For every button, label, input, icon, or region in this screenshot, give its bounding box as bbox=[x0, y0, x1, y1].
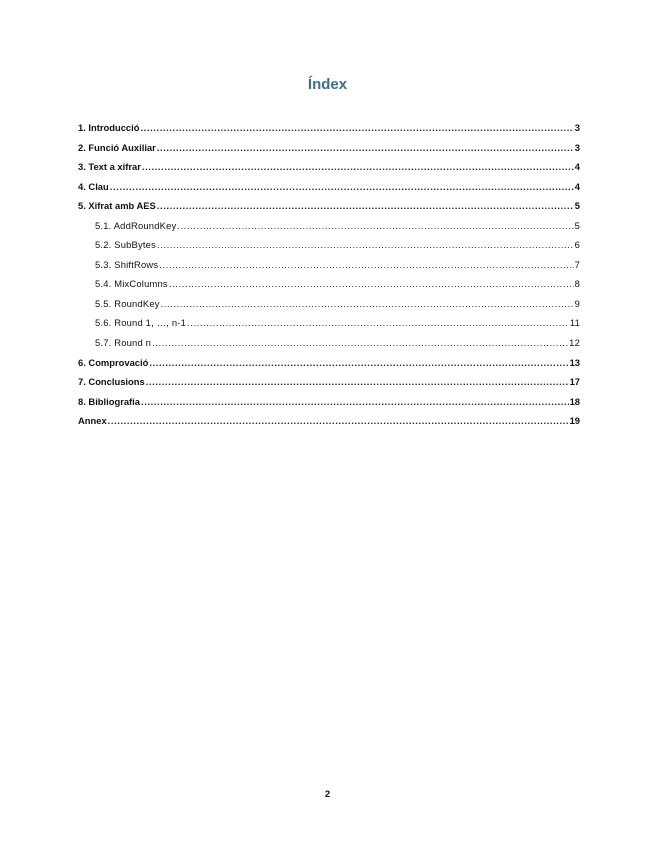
toc-entry[interactable] bbox=[78, 118, 580, 138]
toc-entry-page: 8 bbox=[574, 278, 580, 290]
toc-dot-leader bbox=[108, 411, 569, 431]
toc-dot-leader bbox=[142, 157, 574, 177]
toc-dot-leader bbox=[159, 255, 573, 275]
toc-entry-label: 4. Clau bbox=[78, 180, 109, 192]
toc-subentry[interactable] bbox=[78, 294, 580, 314]
toc-entry-page: 9 bbox=[574, 297, 580, 309]
toc-dot-leader bbox=[157, 235, 574, 255]
toc-entry-label: 5.3. ShiftRows bbox=[95, 258, 159, 270]
toc-entry[interactable] bbox=[78, 177, 580, 197]
toc-dot-leader bbox=[187, 313, 569, 333]
toc-dot-leader bbox=[140, 118, 573, 138]
toc-dot-leader bbox=[169, 274, 574, 294]
toc-entry-label: 3. Text a xifrar bbox=[78, 161, 141, 173]
toc-entry[interactable] bbox=[78, 138, 580, 158]
page-number: 2 bbox=[324, 789, 331, 800]
table-of-contents bbox=[78, 118, 580, 431]
toc-entry-label: 5.6. Round 1, …, n-1 bbox=[95, 317, 187, 329]
toc-dot-leader bbox=[157, 196, 574, 216]
toc-entry[interactable] bbox=[78, 196, 580, 216]
toc-entry-page: 18 bbox=[569, 395, 580, 407]
toc-subentry[interactable] bbox=[78, 235, 580, 255]
toc-entry-label: 5. Xifrat amb AES bbox=[78, 200, 156, 212]
toc-entry[interactable] bbox=[78, 411, 580, 431]
toc-entry-label: 1. Introducció bbox=[78, 122, 140, 133]
toc-entry-label: 5.5. RoundKey bbox=[95, 297, 160, 309]
toc-dot-leader bbox=[146, 372, 569, 392]
toc-entry-label: 5.4. MixColumns bbox=[95, 278, 168, 290]
toc-entry-label: 5.7. Round n bbox=[95, 337, 152, 349]
toc-subentry[interactable] bbox=[78, 255, 580, 275]
toc-entry-label: Annex bbox=[78, 415, 107, 427]
toc-entry-page: 5 bbox=[574, 219, 580, 231]
toc-entry-page: 4 bbox=[574, 161, 580, 173]
toc-entry-page: 19 bbox=[569, 415, 580, 427]
toc-entry-label: 8. Bibliografia bbox=[78, 395, 140, 407]
toc-entry-label: 2. Funció Auxiliar bbox=[78, 141, 156, 153]
toc-entry-page: 13 bbox=[569, 356, 580, 368]
toc-dot-leader bbox=[152, 333, 568, 353]
toc-entry-label: 5.2. SubBytes bbox=[95, 239, 156, 251]
toc-entry-page: 6 bbox=[574, 239, 580, 251]
toc-entry-page: 7 bbox=[574, 258, 580, 270]
toc-dot-leader bbox=[149, 353, 568, 373]
toc-entry-label: 5.1. AddRoundKey bbox=[95, 219, 177, 231]
toc-dot-leader bbox=[177, 216, 573, 236]
toc-dot-leader bbox=[141, 392, 569, 412]
toc-entry-page: 3 bbox=[574, 141, 580, 153]
toc-subentry[interactable] bbox=[78, 313, 580, 333]
page-title: Índex bbox=[307, 76, 348, 93]
toc-entry[interactable] bbox=[78, 372, 580, 392]
toc-entry[interactable] bbox=[78, 353, 580, 373]
toc-entry-page: 12 bbox=[569, 337, 580, 349]
toc-entry-page: 11 bbox=[569, 317, 580, 329]
toc-entry-label: 6. Comprovació bbox=[78, 356, 149, 368]
toc-dot-leader bbox=[161, 294, 574, 314]
toc-dot-leader bbox=[110, 177, 574, 197]
toc-entry[interactable] bbox=[78, 157, 580, 177]
toc-entry-page: 3 bbox=[574, 122, 580, 133]
toc-subentry[interactable] bbox=[78, 274, 580, 294]
toc-subentry[interactable] bbox=[78, 333, 580, 353]
toc-entry-label: 7. Conclusions bbox=[78, 376, 145, 388]
toc-subentry[interactable] bbox=[78, 216, 580, 236]
toc-entry[interactable] bbox=[78, 392, 580, 412]
toc-entry-page: 5 bbox=[574, 200, 580, 212]
toc-entry-page: 4 bbox=[574, 180, 580, 192]
toc-dot-leader bbox=[157, 138, 574, 158]
toc-entry-page: 17 bbox=[569, 376, 580, 388]
